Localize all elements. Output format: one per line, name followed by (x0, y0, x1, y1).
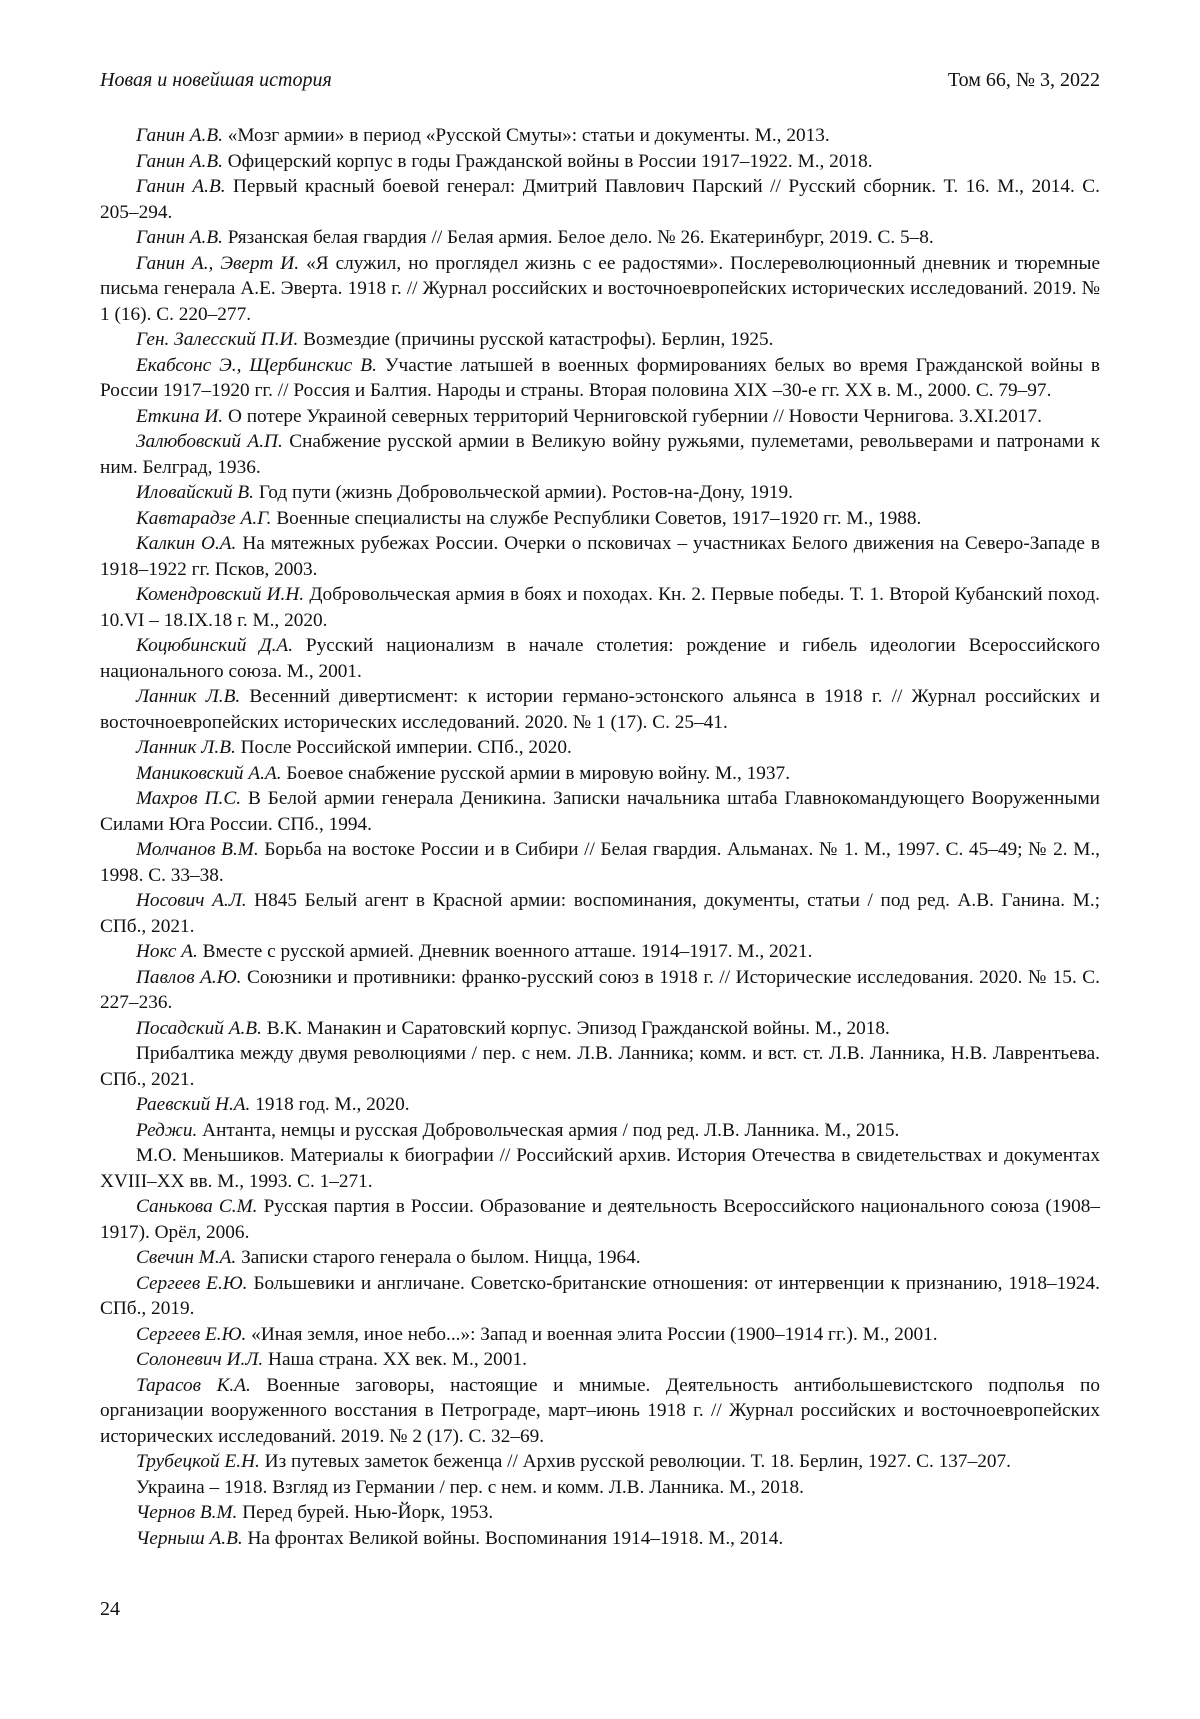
entry-text: М.О. Меньшиков. Материалы к биографии // Российский архив. История Отечества в свидетельствах и документах XVIII–XX вв. М., 1993. С. 1–271. (100, 1145, 1100, 1192)
entry-author: Залюбовский А.П. (136, 431, 290, 452)
entry-author: Ланник Л.В. (136, 686, 250, 707)
entry-author: Сергеев Е.Ю. (136, 1323, 252, 1345)
reference-entry (100, 761, 1100, 787)
entry-text: Большевики и англичане. Советско-британские отношения: от интервенции к признанию, 1918–1924. СПб., 2019. (100, 1272, 1100, 1319)
entry-author: Коцюбинский Д.А. (136, 635, 306, 656)
entry-text: Прибалтика между двумя революциями / пер. с нем. Л.В. Ланника; комм. и вст. ст. Л.В. Ланника, Н.В. Лаврентьева. СПб., 2021. (100, 1043, 1100, 1090)
entry-text: В.К. Манакин и Саратовский корпус. Эпизод Гражданской войны. М., 2018. (266, 1017, 890, 1039)
reference-entry (100, 1245, 1100, 1271)
entry-author: Реджи. (136, 1119, 203, 1141)
entry-text: Офицерский корпус в годы Гражданской войны в России 1917–1922. М., 2018. (227, 150, 873, 172)
entry-text: Военные заговоры, настоящие и мнимые. Деятельность антибольшевистского подполья по организации вооруженного восстания в Петрограде, март–июнь 1918 г. // Журнал российских и восточноевропейских исторических исследований. 2019. № 2 (17). С. 32–69. (100, 1374, 1100, 1447)
reference-entry (100, 1449, 1100, 1475)
journal-title: Новая и новейшая история (100, 69, 332, 91)
entry-text: Записки старого генерала о былом. Ницца, 1964. (241, 1247, 641, 1268)
entry-author: Свечин М.А. (136, 1247, 242, 1268)
reference-entry (100, 582, 1100, 633)
entry-author: Иловайский В. (136, 482, 259, 503)
entry-text: Союзники и противники: франко-русский союз в 1918 г. // Исторические исследования. 2020. № 15. С. 227–236. (100, 966, 1100, 1013)
reference-entry (100, 174, 1100, 225)
reference-entry (100, 939, 1100, 965)
entry-text: В Белой армии генерала Деникина. Записки начальника штаба Главнокомандующего Вооруженными Силами Юга России. СПб., 1994. (100, 788, 1100, 835)
reference-entry (100, 786, 1100, 837)
reference-entry (100, 506, 1100, 532)
entry-text: «Иная земля, иное небо...»: Запад и военная элита России (1900–1914 гг.). М., 2001. (251, 1323, 938, 1345)
reference-entry (100, 888, 1100, 939)
reference-list (100, 123, 1100, 1551)
reference-entry (100, 1271, 1100, 1322)
reference-entry (100, 1526, 1100, 1552)
entry-text: Русский национализм в начале столетия: рождение и гибель идеологии Всероссийского национального союза. М., 2001. (100, 635, 1101, 682)
reference-entry (100, 1373, 1100, 1450)
entry-text: Добровольческая армия в боях и походах. Кн. 2. Первые победы. Т. 1. Второй Кубанский поход. 10.VI – 18.IX.18 г. М., 2020. (100, 584, 1100, 631)
reference-entry (100, 735, 1100, 761)
entry-author: Ганин А.В. (136, 150, 228, 172)
entry-text: После Российской империи. СПб., 2020. (240, 737, 572, 758)
entry-author: Раевский Н.А. (136, 1094, 256, 1115)
reference-entry (100, 327, 1100, 353)
entry-author: Махров П.С. (136, 788, 248, 809)
entry-text: Год пути (жизнь Добровольческой армии). Ростов-на-Дону, 1919. (258, 482, 793, 503)
entry-author: Екабсонс Э., Щербинскис В. (136, 354, 385, 376)
entry-author: Солоневич И.Л. (136, 1349, 269, 1370)
entry-text: Первый красный боевой генерал: Дмитрий Павлович Парский // Русский сборник. Т. 16. М., 2014. С. 205–294. (100, 176, 1100, 223)
entry-author: Ганин А.В. (136, 125, 228, 146)
entry-author: Санькова С.М. (136, 1196, 264, 1217)
entry-author: Еткина И. (136, 405, 228, 427)
entry-text: 1918 год. М., 2020. (255, 1094, 410, 1115)
entry-text: Украина – 1918. Взгляд из Германии / пер. с нем. и комм. Л.В. Ланника. М., 2018. (136, 1476, 804, 1498)
reference-entry (100, 1500, 1100, 1526)
entry-author: Нокс А. (136, 941, 203, 962)
reference-entry (100, 1194, 1100, 1245)
reference-entry (100, 531, 1100, 582)
entry-author: Комендровский И.Н. (136, 584, 310, 605)
entry-author: Ганин А., Эверт И. (136, 252, 307, 274)
entry-author: Ганин А.В. (136, 176, 234, 197)
entry-text: Русская партия в России. Образование и деятельность Всероссийского национального союза (1908–1917). Орёл, 2006. (100, 1196, 1100, 1243)
entry-text: Весенний дивертисмент: к истории германо-эстонского альянса в 1918 г. // Журнал российских и восточноевропейских исторических исследований. 2020. № 1 (17). С. 25–41. (100, 686, 1101, 733)
entry-text: Из путевых заметок беженца // Архив русской революции. Т. 18. Берлин, 1927. С. 137–207. (264, 1451, 1011, 1472)
issue-info: Том 66, № 3, 2022 (947, 69, 1100, 91)
reference-entry (100, 965, 1100, 1016)
entry-text: Н845 Белый агент в Красной армии: воспоминания, документы, статьи / под ред. А.В. Ганина. М.; СПб., 2021. (100, 890, 1100, 937)
reference-entry (100, 684, 1100, 735)
reference-entry (100, 837, 1100, 888)
reference-entry (100, 480, 1100, 506)
entry-author: Павлов А.Ю. (136, 966, 247, 988)
entry-text: Наша страна. XX век. М., 2001. (268, 1349, 527, 1370)
entry-text: «Мозг армии» в период «Русской Смуты»: статьи и документы. М., 2013. (227, 125, 830, 146)
entry-text: Вместе с русской армией. Дневник военного атташе. 1914–1917. М., 2021. (202, 941, 813, 962)
entry-text: Военные специалисты на службе Республики Советов, 1917–1920 гг. М., 1988. (276, 507, 922, 529)
entry-author: Кавтарадзе А.Г. (136, 507, 277, 529)
entry-author: Молчанов В.М. (136, 839, 265, 860)
reference-entry (100, 1016, 1100, 1042)
entry-author: Носович А.Л. (136, 890, 255, 911)
entry-text: О потере Украиной северных территорий Черниговской губернии // Новости Чернигова. 3.XI.2017. (227, 405, 1042, 427)
reference-entry (100, 1041, 1100, 1092)
entry-author: Посадский А.В. (136, 1017, 267, 1039)
entry-text: Борьба на востоке России и в Сибири // Белая гвардия. Альманах. № 1. М., 1997. С. 45–49; № 2. М., 1998. С. 33–38. (100, 839, 1100, 886)
entry-text: На мятежных рубежах России. Очерки о псковичах – участниках Белого движения на Северо-Западе в 1918–1922 гг. Псков, 2003. (100, 533, 1101, 580)
entry-author: Ганин А.В. (136, 227, 228, 248)
entry-text: На фронтах Великой войны. Воспоминания 1914–1918. М., 2014. (247, 1527, 784, 1549)
entry-author: Ген. Залесский П.И. (136, 329, 304, 350)
reference-entry (100, 1143, 1100, 1194)
entry-author: Трубецкой Е.Н. (136, 1451, 265, 1472)
reference-entry (100, 225, 1100, 251)
entry-author: Маниковский А.А. (136, 762, 287, 784)
entry-text: «Я служил, но проглядел жизнь с ее радостями». Послереволюционный дневник и тюремные письма генерала А.Е. Эверта. 1918 г. // Журнал российских и восточноевропейских исторических исследований. 2019. № 1 (16). С. 220–277. (100, 252, 1100, 325)
reference-entry (100, 1092, 1100, 1118)
reference-entry (100, 123, 1100, 149)
reference-entry (100, 429, 1100, 480)
reference-entry (100, 353, 1100, 404)
entry-author: Чернов В.М. (136, 1502, 243, 1523)
entry-text: Перед бурей. Нью-Йорк, 1953. (242, 1502, 494, 1523)
reference-entry (100, 1347, 1100, 1373)
entry-text: Снабжение русской армии в Великую войну ружьями, пулеметами, револьверами и патронами к ним. Белград, 1936. (100, 431, 1100, 478)
entry-text: Боевое снабжение русской армии в мировую войну. М., 1937. (286, 762, 791, 784)
reference-entry (100, 1475, 1100, 1501)
reference-entry (100, 404, 1100, 430)
entry-text: Участие латышей в военных формированиях белых во время Гражданской войны в России 1917–1920 гг. // Россия и Балтия. Народы и страны. Вторая половина XIX –30-е гг. XX в. М., 2000. С. 79–97. (100, 354, 1100, 401)
running-head (100, 68, 1100, 92)
entry-author: Калкин О.А. (136, 533, 243, 554)
entry-text: Возмездие (причины русской катастрофы). Берлин, 1925. (303, 329, 774, 350)
entry-text: Рязанская белая гвардия // Белая армия. Белое дело. № 26. Екатеринбург, 2019. С. 5–8. (227, 227, 934, 248)
reference-entry (100, 251, 1100, 328)
entry-author: Ланник Л.В. (136, 737, 241, 758)
page-number: 24 (100, 1598, 120, 1620)
entry-text: Антанта, немцы и русская Добровольческая армия / под ред. Л.В. Ланника. М., 2015. (202, 1119, 900, 1141)
reference-entry (100, 149, 1100, 175)
reference-entry (100, 633, 1100, 684)
entry-author: Сергеев Е.Ю. (136, 1272, 254, 1294)
entry-author: Тарасов К.А. (136, 1374, 267, 1396)
reference-entry (100, 1118, 1100, 1144)
entry-author: Черныш А.В. (136, 1527, 248, 1549)
reference-entry (100, 1322, 1100, 1348)
